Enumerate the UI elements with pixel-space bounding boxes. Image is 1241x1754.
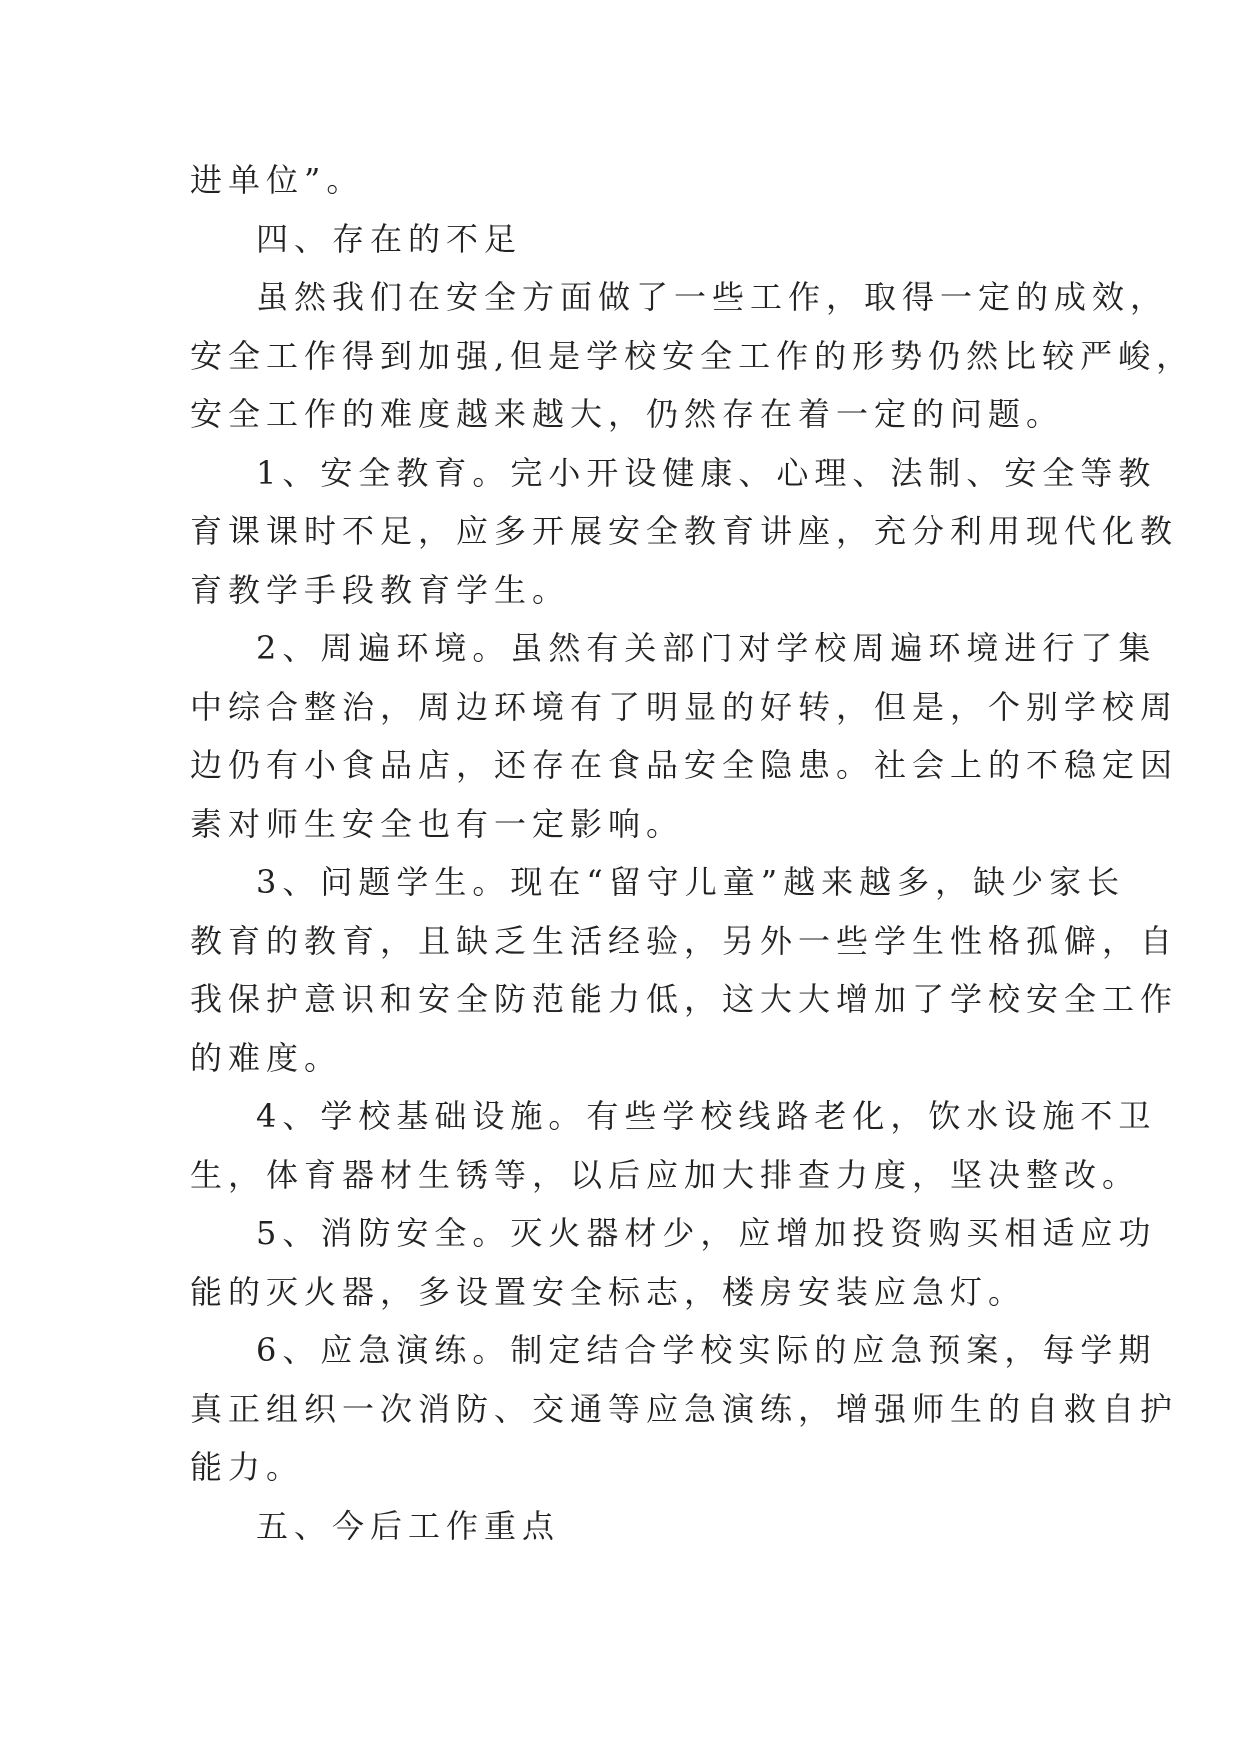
- text-line: 3、问题学生。现在“留守儿童”越来越多，缺少家长: [256, 863, 1126, 901]
- text-line: 能力。: [190, 1448, 305, 1486]
- text-line: 安全工作得到加强,但是学校安全工作的形势仍然比较严峻，: [190, 336, 1195, 375]
- text-line: 安全工作的难度越来越大，仍然存在着一定的问题。: [190, 395, 1065, 433]
- text-line: 能的灭火器，多设置安全标志，楼房安装应急灯。: [190, 1272, 1027, 1311]
- text-line: 中综合整治，周边环境有了明显的好转，但是，个别学校周: [190, 687, 1179, 726]
- text-line: 边仍有小食品店，还存在食品安全隐患。社会上的不稳定因: [190, 746, 1179, 784]
- text-line: 育教学手段教育学生。: [190, 570, 571, 609]
- text-line: 6、应急演练。制定结合学校实际的应急预案，每学期: [256, 1331, 1157, 1369]
- text-line: 进单位”。: [190, 161, 365, 199]
- text-line: 2、周遍环境。虽然有关部门对学校周遍环境进行了集: [256, 629, 1157, 667]
- section-heading: 四、存在的不足: [256, 219, 523, 258]
- text-line: 生，体育器材生锈等，以后应加大排查力度，坚决整改。: [190, 1155, 1141, 1194]
- text-line: 育课课时不足，应多开展安全教育讲座，充分利用现代化教: [190, 512, 1179, 550]
- text-line: 我保护意识和安全防范能力低，这大大增加了学校安全工作: [190, 980, 1179, 1018]
- text-line: 的难度。: [190, 1038, 343, 1077]
- document-body: [190, 151, 1195, 1555]
- text-line: 教育的教育，且缺乏生活经验，另外一些学生性格孤僻，自: [190, 921, 1179, 960]
- text-line: 虽然我们在安全方面做了一些工作，取得一定的成效，: [256, 278, 1169, 316]
- text-line: 5、消防安全。灭火器材少，应增加投资购买相适应功: [256, 1214, 1157, 1252]
- text-line: 真正组织一次消防、交通等应急演练，增强师生的自救自护: [190, 1389, 1179, 1428]
- section-heading: 五、今后工作重点: [256, 1506, 561, 1545]
- text-line: 素对师生安全也有一定影响。: [190, 804, 685, 843]
- text-line: 1、安全教育。完小开设健康、心理、法制、安全等教: [256, 453, 1157, 492]
- text-line: 4、学校基础设施。有些学校线路老化，饮水设施不卫: [256, 1097, 1157, 1135]
